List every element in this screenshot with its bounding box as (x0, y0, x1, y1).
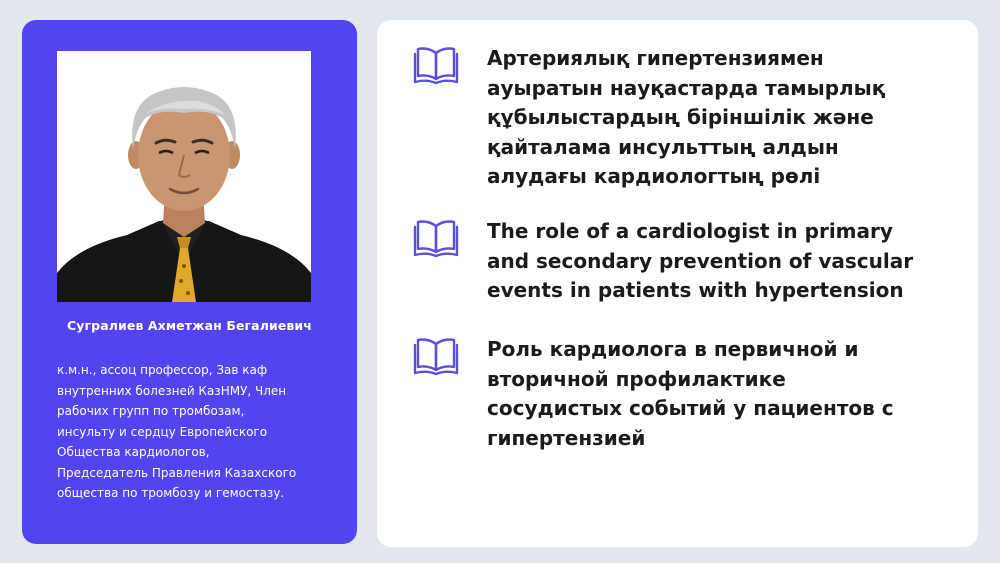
open-book-icon (413, 335, 459, 377)
topic-title-english: The role of a cardiologist in primary and secondary prevention of vascular events in patients with hypertension (487, 219, 914, 302)
topic-title-russian: Роль кардиолога в первичной и вторичной профилактике сосудистых событий у пациентов с гипертензией (487, 337, 894, 450)
speaker-photo (57, 51, 311, 302)
open-book-icon (413, 44, 459, 86)
speaker-card (22, 20, 357, 544)
topics-card (377, 20, 978, 547)
topic-title-kazakh: Артериялық гипертензиямен ауыратын науқастарда тамырлық құбылыстардың біріншілік және қайталама инсульттың алдын алудағы кардиологтың рөлі (487, 46, 886, 188)
speaker-name: Сугралиев Ахметжан Бегалиевич (67, 318, 312, 333)
open-book-icon (413, 217, 459, 259)
speaker-bio: к.м.н., ассоц профессор, Зав каф внутренних болезней КазНМУ, Член рабочих групп по тромбозам, инсульту и сердцу Европейского Общества кардиологов, Председатель Правления Казахского общества по тромбозу и гемостазу. (57, 363, 297, 500)
